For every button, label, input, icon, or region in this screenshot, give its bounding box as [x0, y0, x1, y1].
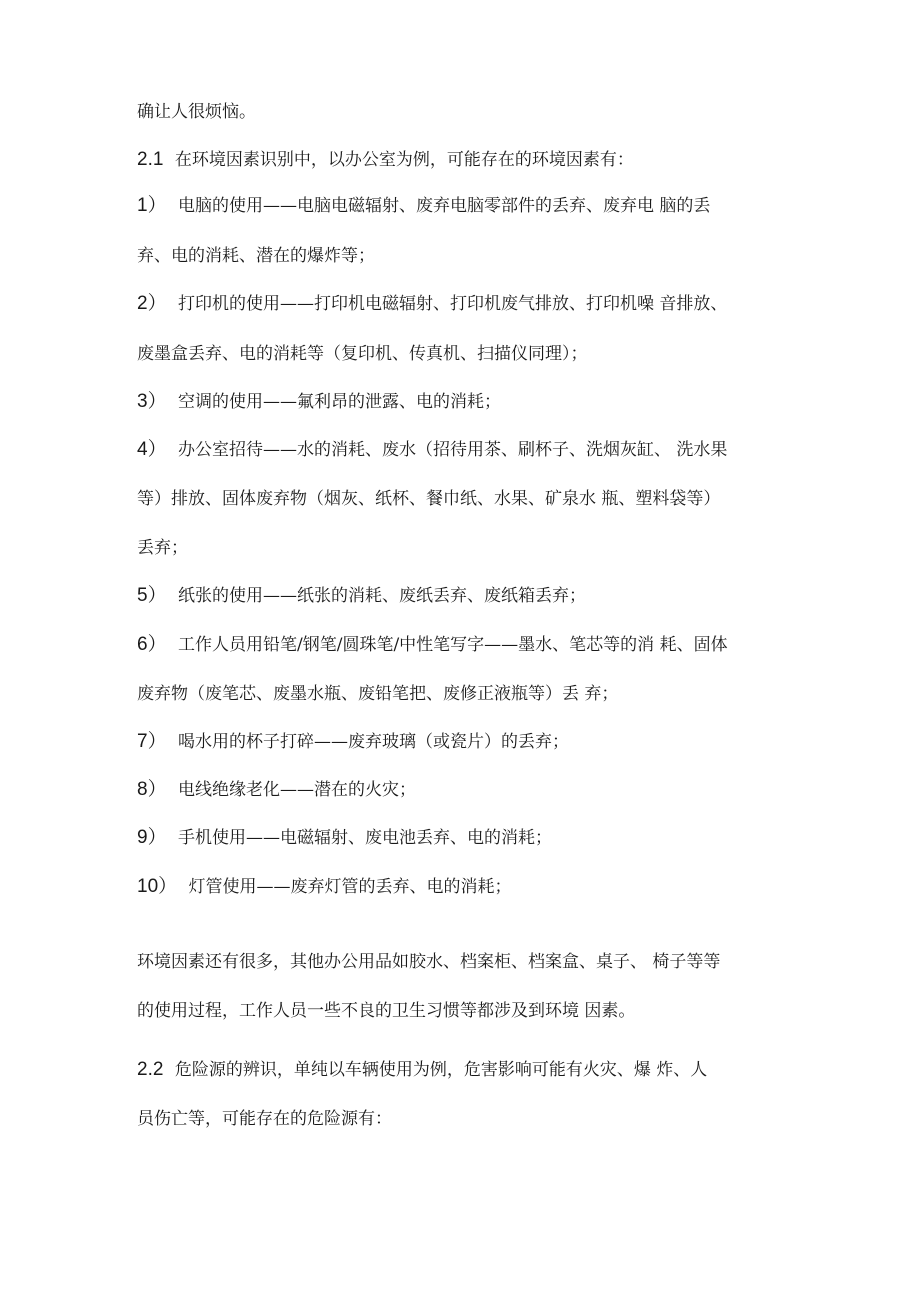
item-text: 废墨盒丢弃、电的消耗等（复印机、传真机、扫描仪同理）；: [137, 344, 588, 364]
intro-tail-text: 确让人很烦恼。: [137, 102, 256, 122]
list-item: [137, 778, 416, 802]
list-item-continuation: [137, 682, 618, 706]
list-item: [137, 292, 727, 316]
list-item-continuation: [137, 487, 720, 511]
section-text: 员伤亡等，可能存在的危险源有：: [137, 1109, 392, 1129]
list-item: [137, 826, 552, 850]
list-item: [137, 390, 501, 414]
item-text: 弃、电的消耗、潜在的爆炸等；: [137, 246, 375, 266]
item-number: 1）: [137, 195, 167, 216]
section-text: 危险源的辨识，单纯以车辆使用为例，危害影响可能有火灾、爆 炸、人: [174, 1060, 708, 1080]
item-number: 7）: [137, 731, 167, 752]
section-text: 在环境因素识别中，以办公室为例，可能存在的环境因素有：: [174, 150, 634, 170]
item-text: 办公室招待——水的消耗、废水（招待用茶、刷杯子、洗烟灰缸、 洗水果: [177, 440, 728, 460]
item-number: 8）: [137, 779, 167, 800]
item-number: 9）: [137, 827, 167, 848]
intro-tail-line: [137, 100, 256, 124]
item-number: 10）: [137, 876, 178, 897]
item-number: 2）: [137, 293, 167, 314]
item-number: 3）: [137, 391, 167, 412]
list-item-continuation: [137, 536, 188, 560]
item-text: 电脑的使用——电脑电磁辐射、废弃电脑零部件的丢弃、废弃电 脑的丢: [177, 196, 711, 216]
section-2-2-continuation: [137, 1107, 392, 1131]
summary-text: 的使用过程，工作人员一些不良的卫生习惯等都涉及到环境 因素。: [137, 1001, 636, 1021]
item-text: 电线绝缘老化——潜在的火灾；: [177, 780, 416, 800]
item-text: 等）排放、固体废弃物（烟灰、纸杯、餐巾纸、水果、矿泉水 瓶、塑料袋等）: [137, 489, 721, 509]
item-text: 打印机的使用——打印机电磁辐射、打印机废气排放、打印机噪 音排放、: [177, 294, 728, 314]
summary-text: 环境因素还有很多，其他办公用品如胶水、档案柜、档案盒、桌子、 椅子等等: [137, 952, 721, 972]
section-2-1-heading: [137, 148, 634, 172]
item-number: 5）: [137, 585, 167, 606]
summary-paragraph-continuation: [137, 999, 635, 1023]
list-item: [137, 633, 728, 657]
list-item: [137, 584, 586, 608]
list-item-continuation: [137, 244, 375, 268]
item-text: 空调的使用——氟利昂的泄露、电的消耗；: [177, 392, 501, 412]
item-text: 工作人员用铅笔/钢笔/圆珠笔/中性笔写字——墨水、笔芯等的消 耗、固体: [177, 635, 728, 655]
section-number: 2.1: [137, 149, 164, 170]
item-number: 4）: [137, 439, 167, 460]
summary-paragraph: [137, 950, 720, 974]
item-text: 丢弃；: [137, 538, 188, 558]
item-text: 喝水用的杯子打碎——废弃玻璃（或瓷片）的丢弃；: [177, 732, 569, 752]
item-text: 废弃物（废笔芯、废墨水瓶、废铅笔把、废修正液瓶等）丢 弃；: [137, 684, 619, 704]
item-text: 灯管使用——废弃灯管的丢弃、电的消耗；: [188, 877, 512, 897]
item-number: 6）: [137, 634, 167, 655]
list-item: [137, 194, 710, 218]
list-item-continuation: [137, 342, 588, 366]
list-item: [137, 875, 512, 899]
item-text: 纸张的使用——纸张的消耗、废纸丢弃、废纸箱丢弃；: [177, 586, 586, 606]
list-item: [137, 730, 569, 754]
list-item: [137, 438, 727, 462]
section-number: 2.2: [137, 1059, 164, 1080]
item-text: 手机使用——电磁辐射、废电池丢弃、电的消耗；: [177, 828, 552, 848]
section-2-2-heading: [137, 1058, 707, 1082]
